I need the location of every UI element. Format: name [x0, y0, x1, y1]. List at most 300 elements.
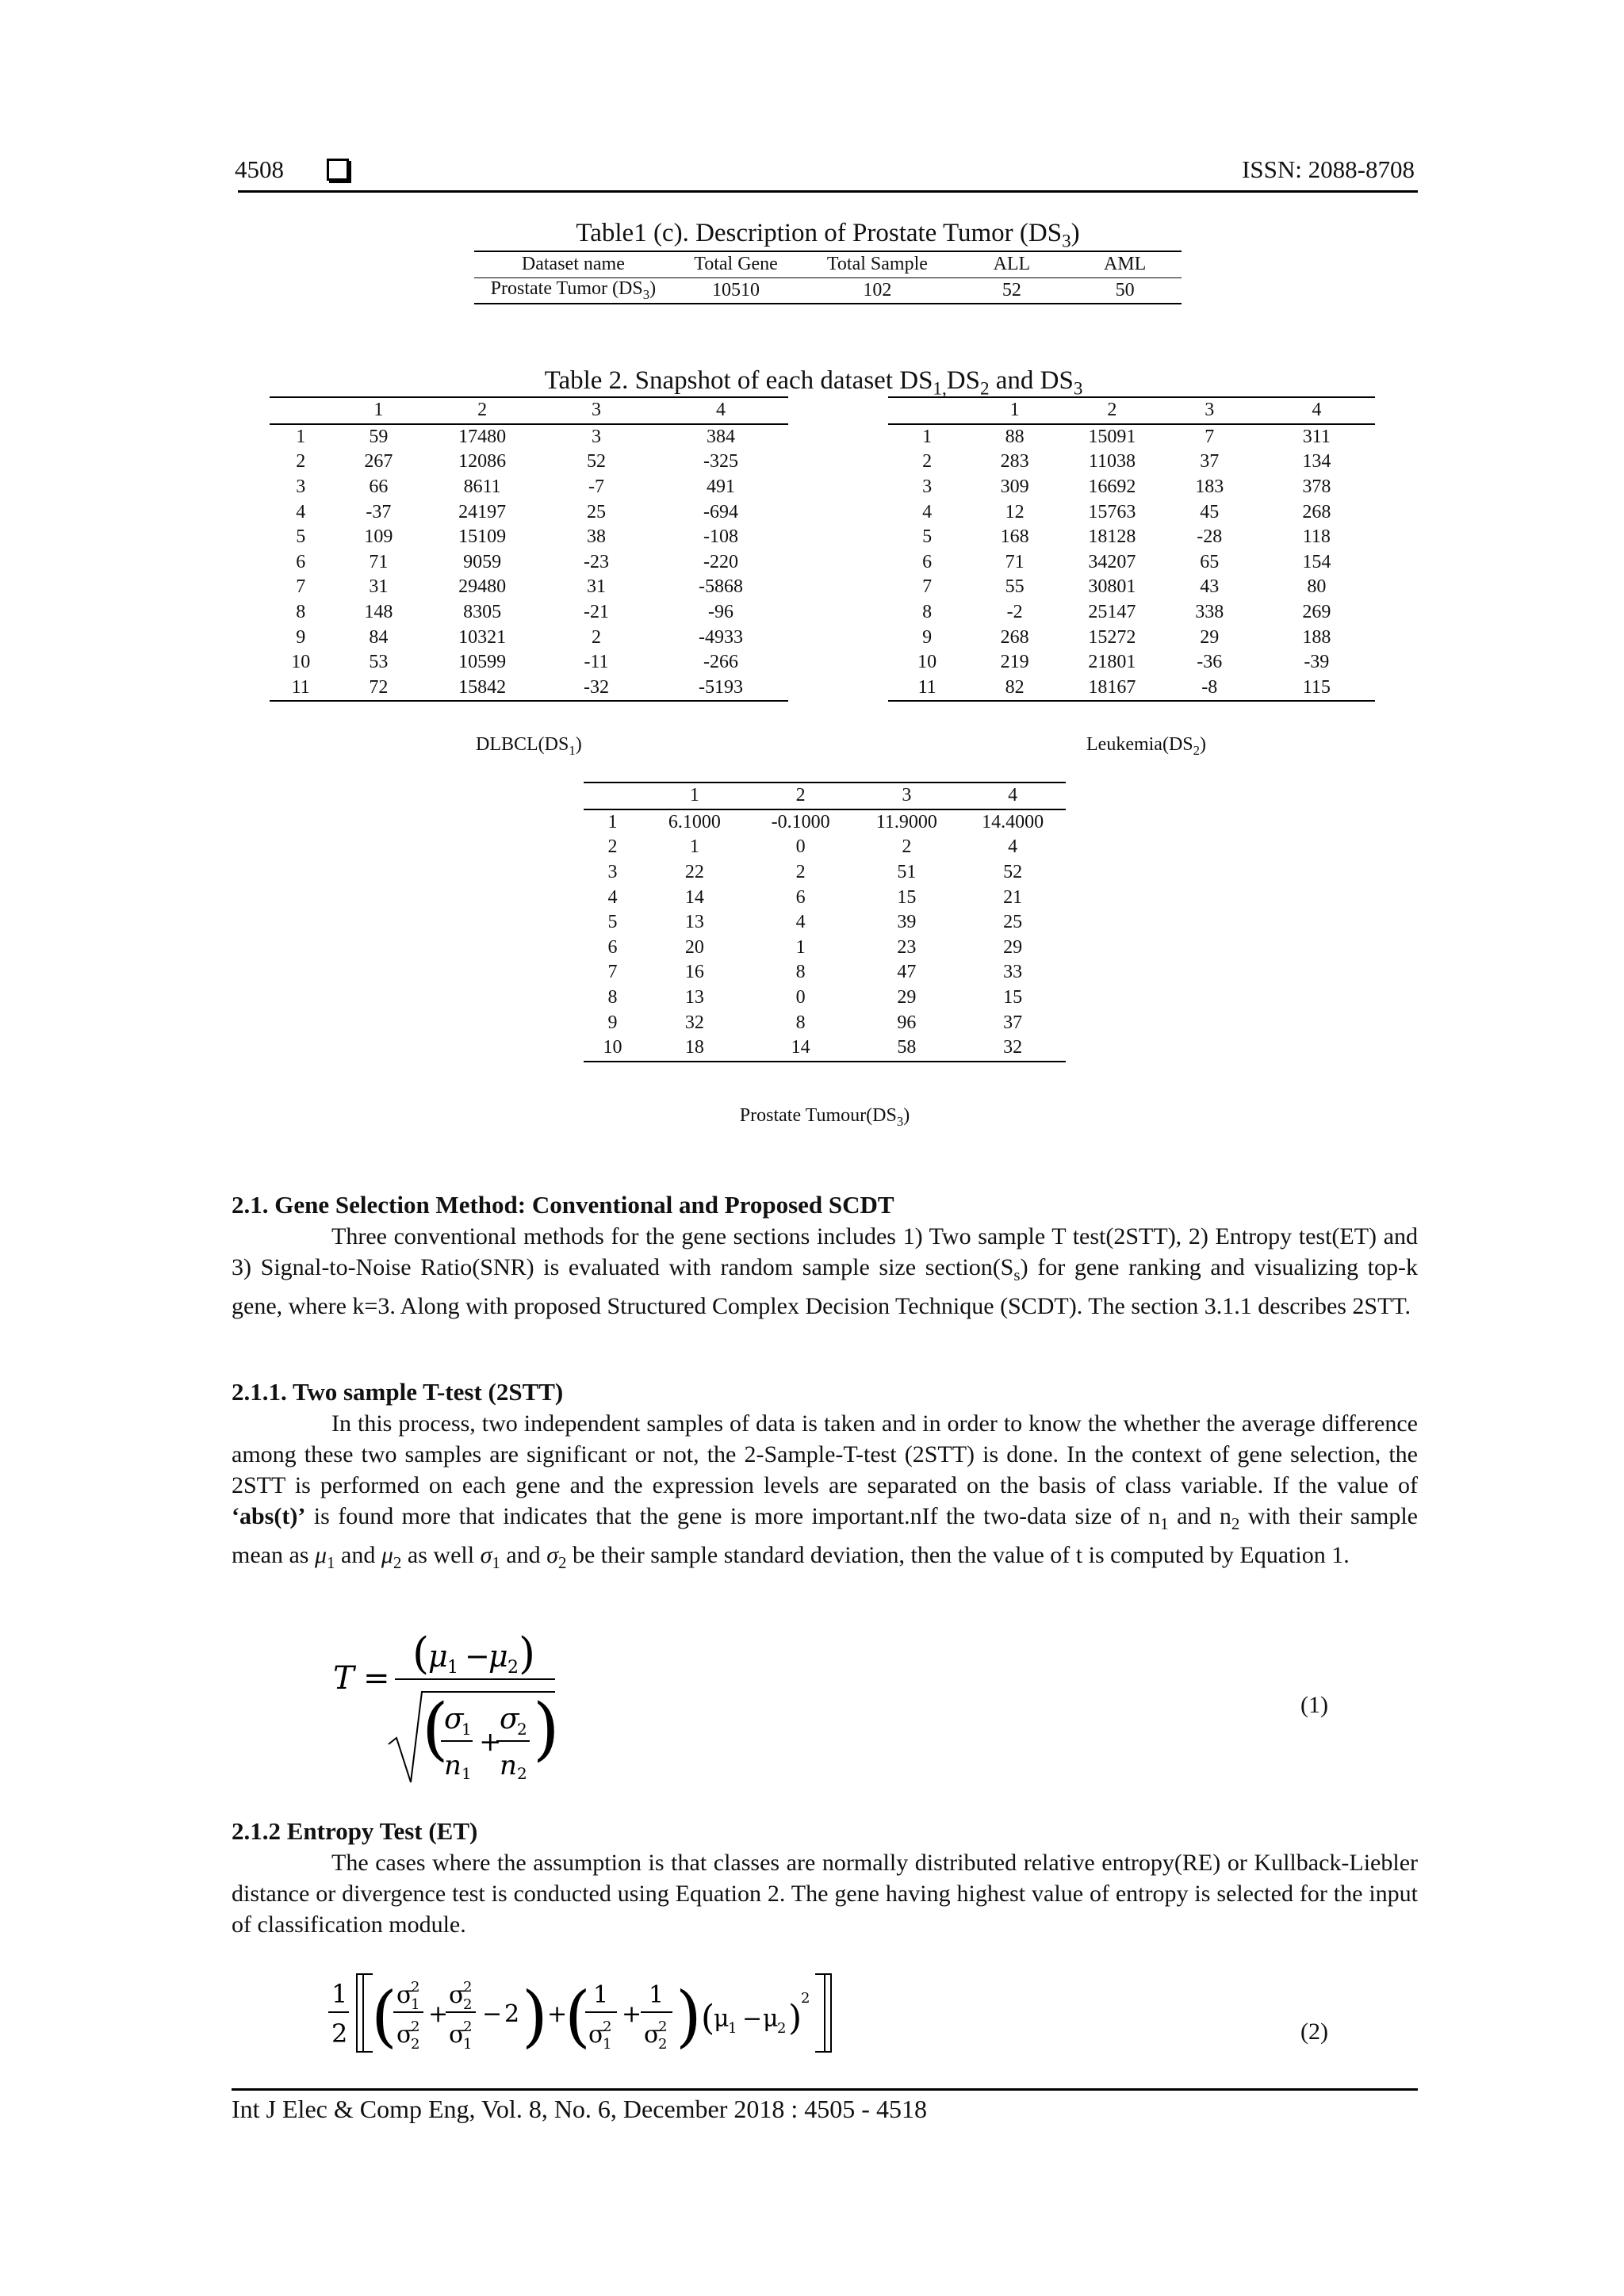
- table-cell: 14: [791, 1037, 810, 1058]
- table-cell: 0: [795, 836, 806, 858]
- row-index: 6: [607, 936, 618, 958]
- table-cell: 283: [1000, 451, 1029, 473]
- table-cell: 309: [1000, 476, 1029, 498]
- table-cell: 82: [1005, 676, 1025, 698]
- eq2-sigma: σ: [644, 2021, 661, 2049]
- table-row: [888, 424, 1375, 450]
- table-cell: 11.9000: [875, 811, 937, 832]
- table-cell: -694: [703, 501, 738, 522]
- table-cell: 24197: [458, 501, 507, 522]
- table-row: [270, 550, 788, 576]
- table-cell: 15: [897, 886, 917, 908]
- row-index: 4: [922, 501, 933, 522]
- eq2-plus: +: [547, 2000, 568, 2028]
- table-cell: 58: [897, 1037, 917, 1058]
- table-cell: 29: [1003, 936, 1023, 958]
- table-row: [270, 450, 788, 475]
- table-cell: 31: [369, 576, 389, 598]
- section-heading: 2.1. Gene Selection Method: Conventional and Proposed SCDT: [232, 1191, 894, 1219]
- eq2-one: 1: [649, 1981, 665, 2009]
- table-row: [888, 525, 1375, 550]
- table-row: [270, 650, 788, 675]
- table-cell: 267: [364, 451, 393, 473]
- table-cell: 2: [902, 836, 912, 858]
- eq1-t: T: [333, 1660, 354, 1697]
- eq2-bracket: [815, 1974, 825, 2052]
- table-cell: 37: [1003, 1012, 1023, 1033]
- row-index: 4: [607, 886, 618, 908]
- table-row: [270, 625, 788, 650]
- eq1-n1: n: [444, 1750, 462, 1781]
- table-cell: -28: [1197, 526, 1223, 548]
- eq2-sup: 2: [463, 2019, 473, 2035]
- eq2-sup: 2: [411, 1979, 420, 1996]
- column-header: [270, 397, 331, 424]
- eq2-one: 1: [331, 1979, 348, 2009]
- table-cell: 338: [1195, 602, 1224, 623]
- table-row: [270, 600, 788, 626]
- table-row: [584, 885, 1066, 910]
- table-cell: 16: [684, 962, 704, 983]
- table1-cell: 102: [863, 279, 892, 300]
- table-row: [584, 960, 1066, 985]
- row-index: 4: [296, 501, 306, 522]
- table-cell: 53: [369, 652, 389, 673]
- table-cell: 15763: [1088, 501, 1136, 522]
- eq2-paren: ): [676, 1977, 702, 2055]
- table-cell: 88: [1005, 426, 1025, 447]
- eq2-sup: 2: [801, 1990, 810, 2007]
- table-cell: 29: [897, 987, 917, 1008]
- eq1-minus: −: [465, 1639, 490, 1674]
- row-index: 1: [607, 811, 618, 832]
- table-cell: 15109: [458, 526, 507, 548]
- table-cell: 118: [1302, 526, 1331, 548]
- column-header: 4: [959, 783, 1066, 809]
- table-cell: 80: [1307, 576, 1327, 598]
- column-header: [888, 397, 966, 424]
- eq2-sigma: σ: [449, 2021, 465, 2049]
- row-index: 9: [922, 626, 933, 648]
- table-header-row: [584, 783, 1066, 809]
- prostate-table: [584, 782, 1066, 1062]
- table-cell: 30801: [1088, 576, 1136, 598]
- row-index: 11: [917, 676, 936, 698]
- table-row: [888, 600, 1375, 626]
- table-row: [584, 985, 1066, 1011]
- header-rule: [238, 190, 1418, 193]
- table2-caption: Table 2. Snapshot of each dataset $DS_{1,}DS_2$ and $DS_3$: [544, 366, 1083, 399]
- column-header: 1: [331, 397, 425, 424]
- table-cell: -7: [588, 476, 604, 498]
- table-cell: 59: [369, 426, 389, 447]
- table-cell: 29480: [458, 576, 507, 598]
- table-cell: 8611: [463, 476, 501, 498]
- table-cell: 32: [1003, 1037, 1023, 1058]
- table-row: [888, 675, 1375, 702]
- eq2-sigma: σ: [449, 1981, 465, 2009]
- table-cell: 66: [369, 476, 389, 498]
- eq1-sub: 1: [462, 1720, 472, 1739]
- table-cell: 7: [1205, 426, 1215, 447]
- section-heading: 2.1.2 Entropy Test (ET): [232, 1817, 478, 1845]
- table-row: [584, 860, 1066, 886]
- prostate-label: Prostate $Tumour(DS_3)$: [739, 1105, 910, 1129]
- column-header: 2: [425, 397, 539, 424]
- table-cell: 20: [684, 936, 704, 958]
- table-row: [584, 910, 1066, 936]
- eq2-sub: 1: [728, 2020, 737, 2037]
- column-header: 2: [748, 783, 854, 809]
- row-index: 6: [296, 551, 306, 572]
- eq2-paren: ): [522, 1977, 548, 2055]
- issn: ISSN: 2088-8708: [1242, 155, 1415, 183]
- column-header: 4: [1258, 397, 1375, 424]
- table-cell: 491: [706, 476, 735, 498]
- eq2-sigma: σ: [396, 1981, 413, 2009]
- table-cell: 22: [684, 862, 704, 883]
- eq1-sub: 2: [517, 1764, 527, 1783]
- eq1-paren: ): [533, 1689, 560, 1769]
- table-cell: 2: [795, 862, 806, 883]
- row-index: 11: [291, 676, 310, 698]
- table-cell: 17480: [458, 426, 507, 447]
- table-cell: 384: [706, 426, 735, 447]
- table-cell: -2: [1006, 602, 1023, 623]
- equation-1: [317, 1609, 571, 1792]
- table-cell: 31: [587, 576, 606, 598]
- table-cell: 6: [795, 886, 806, 908]
- eq1-plus: +: [479, 1726, 502, 1758]
- table-cell: 0: [795, 987, 806, 1008]
- table-cell: 52: [1003, 862, 1023, 883]
- table-cell: -108: [703, 526, 738, 548]
- eq1-equals: =: [363, 1660, 390, 1697]
- table-row: [584, 1010, 1066, 1035]
- table-cell: 34207: [1088, 551, 1136, 572]
- table-row: [584, 1035, 1066, 1062]
- row-index: 8: [922, 602, 933, 623]
- table-cell: 96: [897, 1012, 917, 1033]
- eq1-paren: (: [412, 1628, 430, 1678]
- eq2-sigma: σ: [588, 2021, 605, 2049]
- dlbcl-label: $DLBCL(DS_1)$: [476, 734, 582, 758]
- table-cell: -36: [1197, 652, 1223, 673]
- table-cell: 25147: [1088, 602, 1136, 623]
- eq1-paren: (: [422, 1689, 449, 1769]
- table-cell: 15091: [1088, 426, 1136, 447]
- table-cell: 29: [1200, 626, 1220, 648]
- table-cell: 4: [1008, 836, 1018, 858]
- table-cell: 71: [369, 551, 389, 572]
- table1-cell: 52: [1002, 279, 1021, 300]
- table-cell: 52: [587, 451, 606, 473]
- eq1-sub: 1: [462, 1764, 472, 1783]
- row-index: 10: [603, 1037, 622, 1058]
- table-cell: -32: [584, 676, 609, 698]
- eq1-sqrt: [389, 1692, 555, 1782]
- row-index: 3: [607, 862, 618, 883]
- table-cell: -8: [1201, 676, 1218, 698]
- row-index: 3: [922, 476, 933, 498]
- table-cell: 6.1000: [668, 811, 721, 832]
- row-index: 3: [296, 476, 306, 498]
- table-cell: 115: [1302, 676, 1331, 698]
- row-index: 6: [922, 551, 933, 572]
- eq2-sup: 2: [658, 2019, 668, 2035]
- column-header: 1: [966, 397, 1063, 424]
- table-cell: -39: [1304, 652, 1330, 673]
- table1-header-row: [474, 251, 1182, 277]
- table-cell: 15272: [1088, 626, 1136, 648]
- table-cell: 45: [1200, 501, 1220, 522]
- eq2-sub: 2: [777, 2020, 787, 2037]
- table-cell: 71: [1005, 551, 1025, 572]
- table-cell: 12: [1005, 501, 1025, 522]
- eq1-sub: 2: [508, 1658, 519, 1678]
- table-cell: 15842: [458, 676, 507, 698]
- table-row: [270, 424, 788, 450]
- table-cell: 18128: [1088, 526, 1136, 548]
- table-cell: -266: [703, 652, 738, 673]
- table-row: [270, 575, 788, 600]
- table1: [474, 251, 1182, 304]
- table-header-row: [270, 397, 788, 424]
- row-index: 9: [607, 1012, 618, 1033]
- table-row: [270, 525, 788, 550]
- row-index: 2: [922, 451, 933, 473]
- table-cell: 11038: [1088, 451, 1136, 473]
- table-row: [584, 809, 1066, 836]
- table-cell: 311: [1302, 426, 1331, 447]
- row-index: 7: [607, 962, 618, 983]
- eq2-bracket: [357, 1974, 366, 2052]
- leukemia-table: [888, 396, 1375, 702]
- column-header: [584, 783, 642, 809]
- table-cell: 25: [587, 501, 606, 522]
- eq2-two: 2: [504, 2000, 520, 2028]
- section-heading: 2.1.1. Two sample T-test (2STT): [232, 1378, 564, 1406]
- table-cell: 269: [1302, 602, 1331, 623]
- table-cell: 8: [795, 1012, 806, 1033]
- table-row: [270, 475, 788, 500]
- table1-caption: Table1 (c). Description of Prostate Tumor $(DS_3)$: [576, 219, 1080, 251]
- paragraph: In this process, two independent samples of data is taken and in order to know the whether the average difference among these two samples are significant or not, the 2-Sample-T-test (2STT) is done. In the context of gene selection, the 2STT is performed on each gene and the expression levels are separated on the basis of class variable. If the value of ‘abs(t)’ is found more that indicates that the gene is more important.nIf the two-data size of $n_1$ and $n_2$ with their sample mean as $\mu_1$ and $\mu_2$ as well $\sigma_1$ and $\sigma_2$ be their sample standard deviation, then the value of t is computed by Equation 1.: [232, 1410, 1418, 1572]
- table-cell: 183: [1195, 476, 1224, 498]
- eq1-sub: 1: [447, 1658, 458, 1678]
- table-cell: -0.1000: [771, 811, 830, 832]
- column-header: 3: [1161, 397, 1258, 424]
- checkbox-square-icon: [327, 159, 349, 185]
- table-cell: 16692: [1088, 476, 1136, 498]
- table-row: [474, 277, 1182, 304]
- eq2-sub: 1: [411, 1996, 420, 2013]
- table-row: [888, 650, 1375, 675]
- row-index: 2: [296, 451, 306, 473]
- table-cell: 9059: [463, 551, 502, 572]
- row-index: 5: [922, 526, 933, 548]
- eq2-paren: (: [701, 1998, 715, 2038]
- eq2-sup: 2: [463, 1979, 473, 1996]
- dlbcl-table: [270, 396, 788, 702]
- eq2-paren: ): [788, 1998, 802, 2038]
- table-cell: -23: [584, 551, 609, 572]
- table-cell: 3: [592, 426, 601, 447]
- eq1-n2: n: [500, 1750, 517, 1781]
- table-cell: 15: [1003, 987, 1023, 1008]
- row-index: 8: [607, 987, 618, 1008]
- table-cell: 84: [369, 626, 389, 648]
- eq1-mu1: μ: [428, 1639, 448, 1674]
- equation-number: (1): [1300, 1692, 1328, 1718]
- table-row: [584, 936, 1066, 961]
- table-cell: 4: [795, 912, 806, 933]
- eq2-sub: 2: [463, 1996, 473, 2013]
- table-cell: 12086: [458, 451, 507, 473]
- paragraph: The cases where the assumption is that classes are normally distributed relative entropy(RE) or Kullback-Liebler distance or divergence test is conducted using Equation 2. The gene having highest value of entropy is selected for the input of classification module.: [232, 1850, 1418, 1938]
- row-index: 10: [917, 652, 937, 673]
- table-cell: 10599: [458, 652, 507, 673]
- eq1-sigma2: σ: [500, 1703, 519, 1735]
- table-cell: 154: [1302, 551, 1331, 572]
- table-cell: 51: [897, 862, 917, 883]
- footer-rule: [232, 2088, 1418, 2091]
- table-cell: -96: [707, 602, 733, 623]
- row-index: 7: [922, 576, 933, 598]
- table-row: [888, 575, 1375, 600]
- table-cell: 37: [1200, 451, 1220, 473]
- table1-header: AML: [1068, 251, 1182, 277]
- row-index: 5: [607, 912, 618, 933]
- eq2-sigma: σ: [396, 2021, 413, 2049]
- eq2-plus: +: [428, 2000, 449, 2028]
- table-cell: 18167: [1088, 676, 1136, 698]
- table-cell: 1: [795, 936, 806, 958]
- page-number: 4508: [235, 155, 284, 183]
- table-row: [270, 499, 788, 525]
- table-cell: 13: [684, 912, 704, 933]
- table-cell: -37: [366, 501, 392, 522]
- table-row: [888, 475, 1375, 500]
- row-index: 9: [296, 626, 306, 648]
- table-cell: 10321: [458, 626, 507, 648]
- column-header: 3: [853, 783, 959, 809]
- row-index: 7: [296, 576, 306, 598]
- table-cell: 43: [1200, 576, 1220, 598]
- row-index: 5: [296, 526, 306, 548]
- table-cell: 39: [897, 912, 917, 933]
- table1-header: Total Sample: [799, 251, 955, 277]
- table1-header: ALL: [956, 251, 1069, 277]
- column-header: 2: [1063, 397, 1161, 424]
- table-cell: 72: [369, 676, 389, 698]
- table1-cell: 50: [1115, 279, 1135, 300]
- row-index: 1: [296, 426, 306, 447]
- table-cell: -11: [584, 652, 609, 673]
- table-cell: 8: [795, 962, 806, 983]
- eq2-sub: 1: [603, 2036, 612, 2053]
- table-cell: 38: [587, 526, 606, 548]
- table-cell: 1: [689, 836, 699, 858]
- eq1-paren: ): [519, 1628, 536, 1678]
- eq1-sigma1: σ: [444, 1703, 464, 1735]
- table-cell: 47: [897, 962, 917, 983]
- eq2-sup: 2: [411, 2019, 420, 2035]
- eq2-paren: (: [371, 1977, 397, 2055]
- paragraph: Three conventional methods for the gene sections includes 1) Two sample T test(2STT), 2) Entropy test(ET) and 3) Signal-to-Noise Ratio(SNR) is evaluated with random sample size $section(S_s)$ for gene ranking and visualizing top-k gene, where k=3. Along with proposed Structured Complex Decision Technique (SCDT). The section 3.1.1 describes 2STT.: [232, 1223, 1419, 1319]
- table-cell: -5193: [698, 676, 743, 698]
- table-cell: -4933: [698, 626, 743, 648]
- table-cell: 14.4000: [982, 811, 1044, 832]
- table-row: [888, 625, 1375, 650]
- table-cell: 148: [364, 602, 393, 623]
- table1-cell: Prostate Tumor $(DS_3)$: [490, 277, 657, 302]
- table-cell: -325: [703, 451, 738, 473]
- table-cell: -5868: [698, 576, 743, 598]
- table-cell: 268: [1000, 626, 1029, 648]
- eq2-minus: −: [482, 2000, 503, 2028]
- eq2-mu: μ: [714, 2005, 730, 2033]
- table-cell: -220: [703, 551, 738, 572]
- table-cell: 2: [592, 626, 601, 648]
- eq2-mu: μ: [763, 2005, 779, 2033]
- eq2-one: 1: [593, 1981, 609, 2009]
- footer-citation: Int J Elec & Comp Eng, Vol. 8, No. 6, December 2018 : 4505 - 4518: [232, 2095, 927, 2123]
- table-cell: 21: [1003, 886, 1023, 908]
- table-cell: 25: [1003, 912, 1023, 933]
- eq2-minus: −: [742, 2005, 763, 2033]
- table-cell: 65: [1200, 551, 1220, 572]
- eq2-sub: 2: [658, 2036, 668, 2053]
- table-row: [888, 450, 1375, 475]
- row-index: 8: [296, 602, 306, 623]
- table1-cell: 10510: [712, 279, 760, 300]
- eq2-two: 2: [331, 2019, 348, 2049]
- table-cell: 134: [1302, 451, 1331, 473]
- row-index: 2: [607, 836, 618, 858]
- table1-header: Dataset name: [474, 251, 672, 277]
- table-cell: 268: [1302, 501, 1331, 522]
- table-row: [888, 550, 1375, 576]
- eq2-paren: (: [565, 1977, 591, 2055]
- table-row: [270, 675, 788, 702]
- eq2-sub: 1: [463, 2036, 473, 2053]
- table-cell: 109: [364, 526, 393, 548]
- table-cell: 188: [1302, 626, 1331, 648]
- table1-header: Total Gene: [672, 251, 800, 277]
- column-header: 4: [653, 397, 788, 424]
- column-header: 1: [642, 783, 748, 809]
- row-index: 1: [922, 426, 933, 447]
- table-cell: 23: [897, 936, 917, 958]
- table-cell: 8305: [463, 602, 502, 623]
- eq1-mu2: μ: [488, 1639, 508, 1674]
- eq1-sub: 2: [517, 1720, 527, 1739]
- leukemia-label: $Leukemia(DS_2)$: [1086, 734, 1207, 758]
- table-cell: 55: [1005, 576, 1025, 598]
- table-cell: 21801: [1088, 652, 1136, 673]
- table-header-row: [888, 397, 1375, 424]
- table-cell: 33: [1003, 962, 1023, 983]
- equation-2: [317, 1963, 904, 2066]
- table-cell: 168: [1000, 526, 1029, 548]
- column-header: 3: [539, 397, 653, 424]
- table-cell: 32: [684, 1012, 704, 1033]
- table-cell: 378: [1302, 476, 1331, 498]
- table-cell: 13: [684, 987, 704, 1008]
- eq2-bracket: [822, 1974, 831, 2052]
- table-cell: 14: [684, 886, 704, 908]
